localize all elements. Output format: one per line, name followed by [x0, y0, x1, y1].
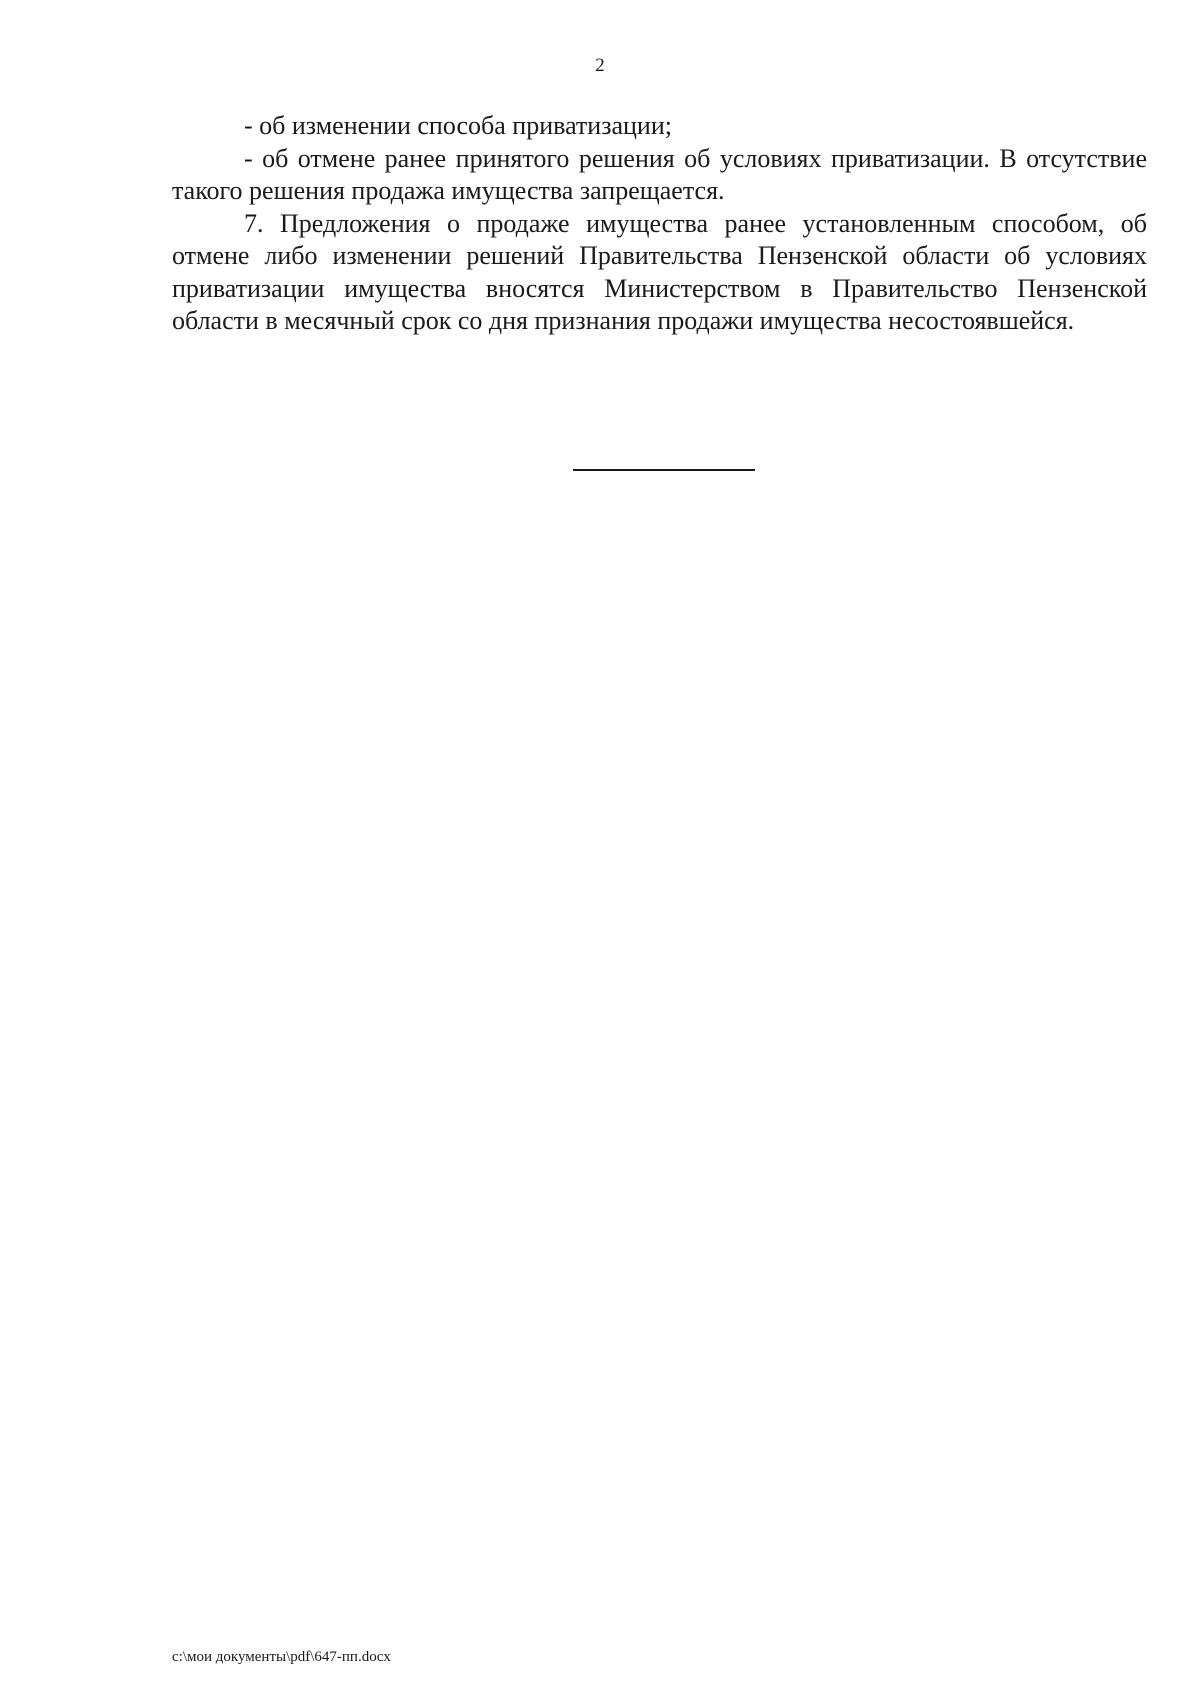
footer-file-path: c:\мои документы\pdf\647-пп.docx	[172, 1649, 391, 1665]
end-of-document-rule	[573, 469, 755, 471]
clause-7-proposals: 7. Предложения о продаже имущества ранее установленным способом, об отмене либо изменении решений Правительства Пензенской области об условиях приватизации имущества вносятся Министерством в Правительство Пензенской области в месячный срок со дня признания продажи имущества несостоявшейся.	[172, 208, 1147, 335]
document-body	[172, 110, 1147, 338]
list-item-cancel-decision: - об отмене ранее принятого решения об условиях приватизации. В отсутствие такого решения продажа имущества запрещается.	[172, 143, 1147, 205]
page-number: 2	[595, 55, 605, 76]
list-item-change-method: - об изменении способа приватизации;	[244, 111, 672, 140]
